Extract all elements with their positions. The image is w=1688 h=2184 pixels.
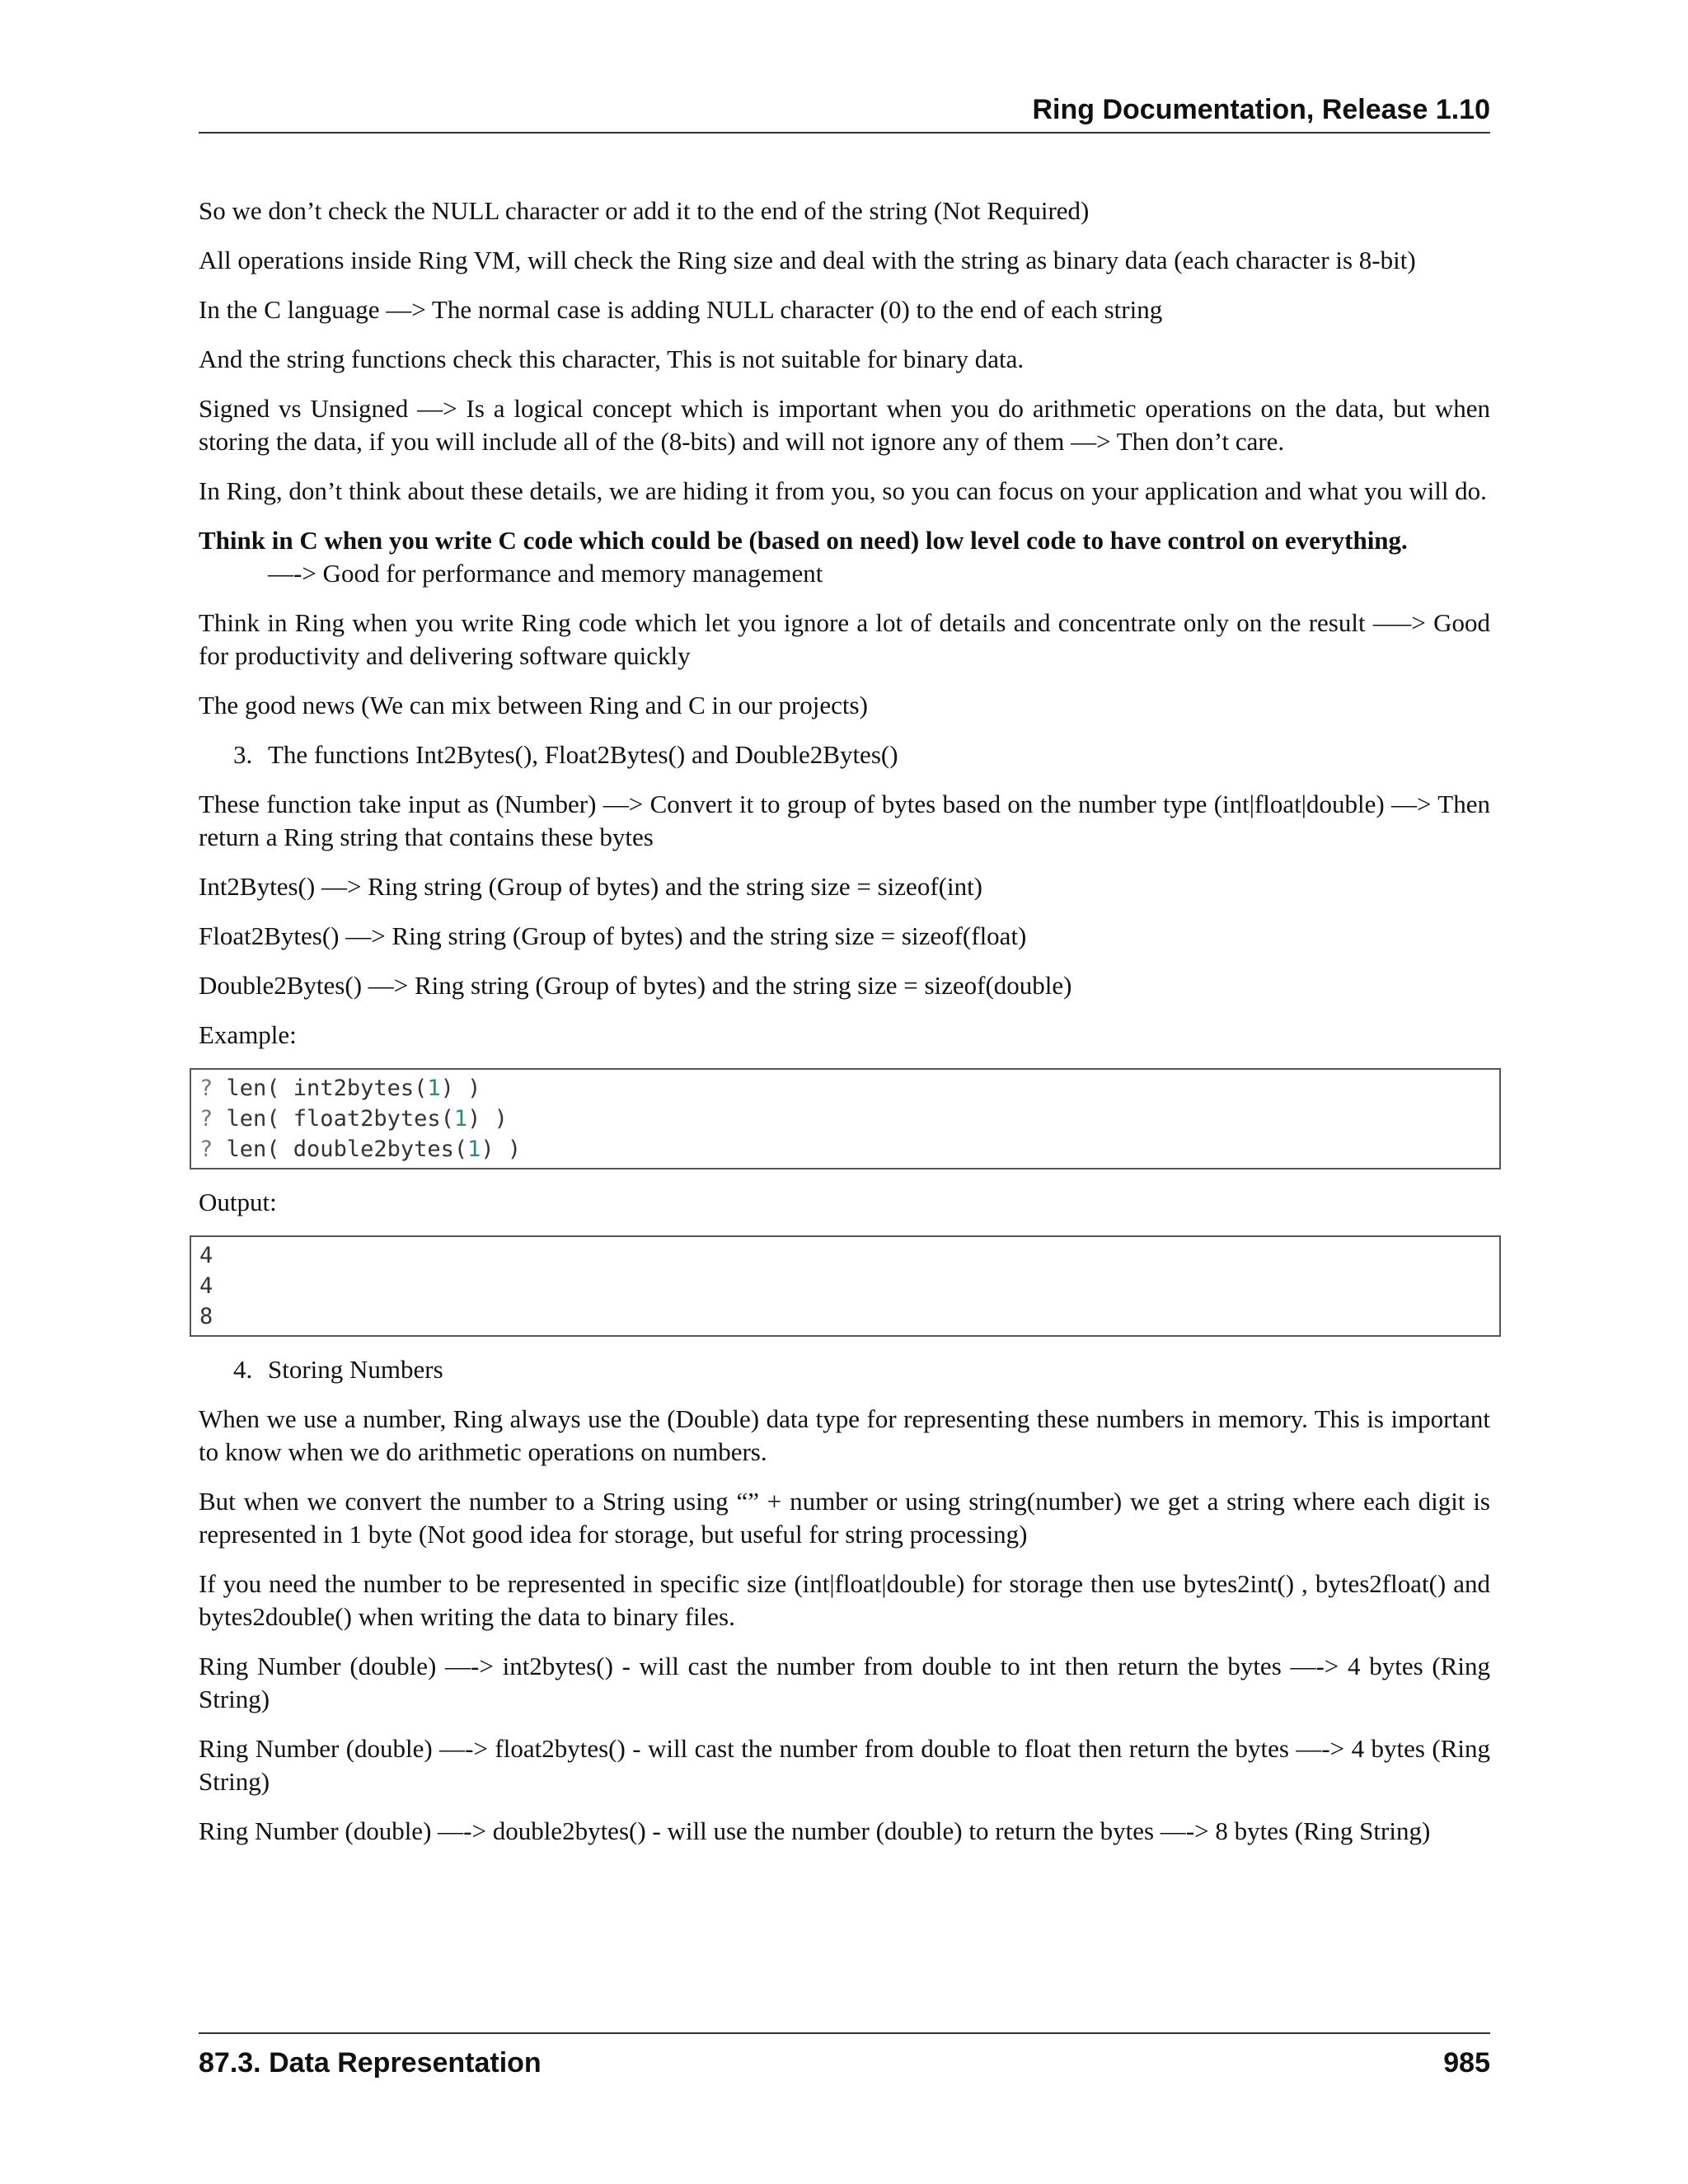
page-header <box>199 89 1490 134</box>
paragraph: Ring Number (double) —-> int2bytes() - will cast the number from double to int then return the bytes —-> 4 bytes (Ring String) <box>199 1652 1490 1713</box>
paragraph: These function take input as (Number) —> Convert it to group of bytes based on the number type (int|float|double) —> Then return a Ring string that contains these bytes <box>199 790 1490 851</box>
code-token: ? <box>199 1076 213 1101</box>
indented-line: —-> Good for performance and memory management <box>268 559 823 588</box>
paragraph: Think in Ring when you write Ring code which let you ignore a lot of details and concentrate only on the result —–> Good for productivity and delivering software quickly <box>199 608 1490 670</box>
code-token: len( float2bytes( <box>213 1106 454 1132</box>
paragraph: When we use a number, Ring always use the (Double) data type for representing these numbers in memory. This is important to know when we do arithmetic operations on numbers. <box>199 1404 1490 1466</box>
paragraph: Signed vs Unsigned —> Is a logical concept which is important when you do arithmetic operations on the data, but when storing the data, if you will include all of the (8-bits) and will not ignore any of them —> Then don’t care. <box>199 394 1490 456</box>
code-number: 1 <box>467 1137 481 1162</box>
code-output-block <box>190 1235 1501 1337</box>
code-token: ? <box>199 1137 213 1162</box>
paragraph: Int2Bytes() —> Ring string (Group of bytes) and the string size = sizeof(int) <box>199 872 983 901</box>
code-number: 1 <box>453 1106 468 1132</box>
output-line: 4 <box>199 1243 213 1268</box>
code-token: ? <box>199 1106 213 1132</box>
bold-paragraph: Think in C when you write C code which could be (based on need) low level code to have control on everything. <box>199 526 1408 555</box>
main-content <box>199 194 1490 1864</box>
example-label: Example: <box>199 1020 297 1049</box>
paragraph: All operations inside Ring VM, will check the Ring size and deal with the string as binary data (each character is 8-bit) <box>199 246 1416 274</box>
code-example-block <box>190 1068 1501 1169</box>
footer-section: 87.3. Data Representation <box>199 2047 542 2079</box>
code-token: ) ) <box>467 1106 508 1132</box>
page-number: 985 <box>1443 2047 1490 2079</box>
paragraph: Ring Number (double) —-> double2bytes() - will use the number (double) to return the bytes —-> 8 bytes (Ring String) <box>199 1816 1431 1845</box>
paragraph: In the C language —> The normal case is adding NULL character (0) to the end of each string <box>199 295 1163 324</box>
code-number: 1 <box>427 1076 441 1101</box>
output-line: 8 <box>199 1304 213 1329</box>
item-number: 4. <box>233 1355 253 1384</box>
paragraph: Float2Bytes() —> Ring string (Group of bytes) and the string size = sizeof(float) <box>199 921 1027 950</box>
numbered-item-4 <box>199 1353 1490 1386</box>
page-footer <box>199 2032 1490 2083</box>
output-label: Output: <box>199 1188 277 1216</box>
code-token: ) ) <box>481 1137 522 1162</box>
item-text: The functions Int2Bytes(), Float2Bytes() and Double2Bytes() <box>268 740 898 769</box>
header-title: Ring Documentation, Release 1.10 <box>1032 94 1490 125</box>
paragraph: And the string functions check this character, This is not suitable for binary data. <box>199 344 1025 373</box>
paragraph: In Ring, don’t think about these details, we are hiding it from you, so you can focus on your application and what you will do. <box>199 476 1487 505</box>
code-token: len( int2bytes( <box>213 1076 428 1101</box>
output-line: 4 <box>199 1273 213 1299</box>
paragraph: The good news (We can mix between Ring and C in our projects) <box>199 691 868 719</box>
paragraph: If you need the number to be represented in specific size (int|float|double) for storage then use bytes2int() , bytes2float() and bytes2double() when writing the data to binary files. <box>199 1569 1490 1631</box>
code-token: ) ) <box>440 1076 481 1101</box>
paragraph: Ring Number (double) —-> float2bytes() - will cast the number from double to float then return the bytes —-> 4 bytes (Ring String) <box>199 1734 1490 1796</box>
code-token: len( double2bytes( <box>213 1137 468 1162</box>
item-text: Storing Numbers <box>268 1355 443 1384</box>
item-number: 3. <box>233 740 253 769</box>
paragraph: Double2Bytes() —> Ring string (Group of bytes) and the string size = sizeof(double) <box>199 971 1072 1000</box>
paragraph: But when we convert the number to a String using “” + number or using string(number) we get a string where each digit is represented in 1 byte (Not good idea for storage, but useful for string processing) <box>199 1487 1490 1549</box>
numbered-item-3 <box>199 738 1490 771</box>
paragraph: So we don’t check the NULL character or add it to the end of the string (Not Required) <box>199 196 1090 225</box>
